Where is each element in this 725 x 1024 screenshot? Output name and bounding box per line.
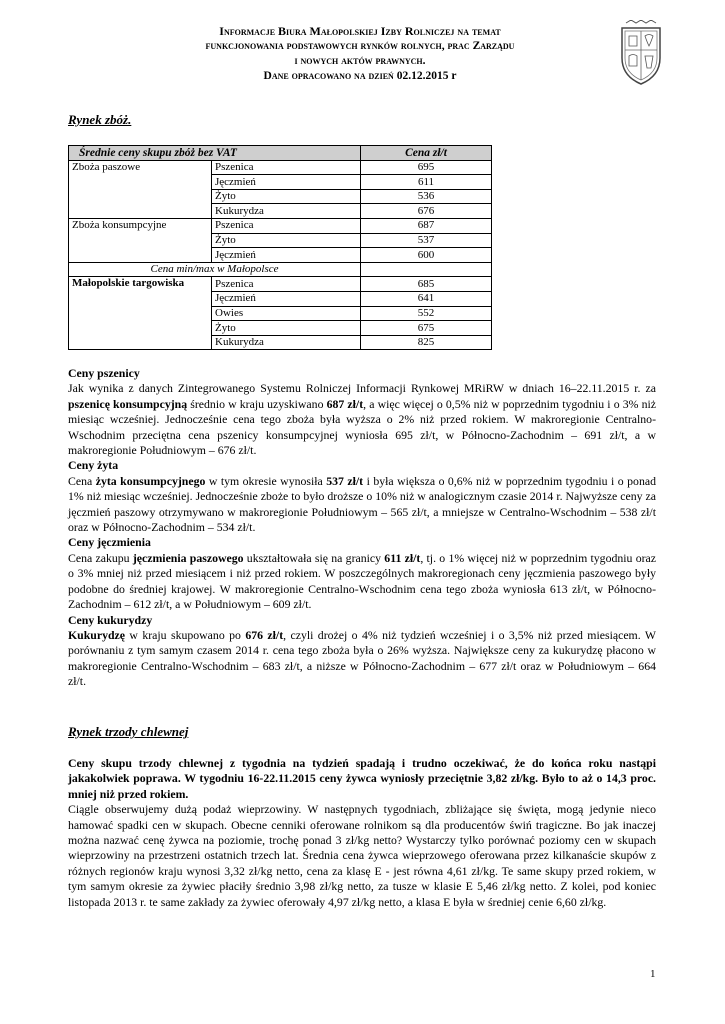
- rye-paragraph: [68, 474, 656, 536]
- header-date-label: Dane opracowano na dzień: [263, 70, 394, 82]
- pig-paragraph: Ciągle obserwujemy dużą podaż wieprzowiny. W następnych tygodniach, zbliżające się święta, mogą jedynie nieco hamować spadki cen w skupach. Obecne cenniki oferowane rolnikom są dla producentów świń tragiczne. Bo jak inaczej można nazwać cenę żywca na poziomie, trochę ponad 3 zł/kg netto? Wystarczy tylko porównać poziomy cen w skupach wieprzowiny na przestrzeni ostatnich trzech lat. Średnia cena żywca wieprzowego oferowana przez kilkanaście skupów z różnych regionów kraju wynosi 3,32 zł/kg netto, cena za klasę E - jest równa 4,61 zł/kg. Te same skupy przed rokiem, w tym samym okresie za żywiec płaciły średnio 3,98 zł/kg netto, za tusze w klasie E 5,46 zł/kg netto. Z kolei, pod koniec listopada 2013 r. te same zakłady za żywiec oferowały 4,97 zł/kg netto, a klasa E była w średniej cenie 6,60 zł/kg.: [68, 802, 656, 909]
- pig-market-commentary: [68, 756, 656, 910]
- grain-cell: Pszenica: [212, 160, 361, 175]
- header-line-1: [100, 24, 620, 39]
- corn-paragraph: [68, 628, 656, 690]
- header-date: 02.12.2015 r: [396, 70, 457, 82]
- bold-run: jęczmienia paszowego: [132, 550, 244, 565]
- grain-cell: Pszenica: [212, 218, 361, 233]
- grain-cell: Owies: [212, 306, 361, 321]
- grain-cell: Jęczmień: [212, 248, 361, 263]
- text-run: , tj. o 1% więcej niż w poprzednim tygodniu oraz o 3% mniej niż przed miesiącem i niż przed rokiem. W poszczególnych makroregionach ceny jęczmienia paszowego były podobne do średniej krajowej. W makroregionie Centralno-Wschodnim cena tego zboża wyniosła 613 zł/t, w Północno-Zachodnim – 612 zł/t, a w Południowym – 609 zł/t.: [68, 550, 657, 612]
- header-line-2-text: funkcjonowania podstawowych rynków rolnych, prac Zarządu: [205, 40, 515, 52]
- section-title-grain: Rynek zbóż.: [68, 112, 132, 127]
- bold-run: żyta konsumpcyjnego: [95, 473, 206, 488]
- header-line-1-text: Informacje Biura Małopolskiej Izby Rolniczej na temat: [219, 24, 501, 38]
- header-line-3: [100, 54, 620, 69]
- bold-run: 676 zł/t: [245, 627, 284, 642]
- grain-cell: Żyto: [212, 189, 361, 204]
- price-cell: 675: [361, 321, 492, 336]
- table-row: [69, 218, 492, 233]
- text-run: Jak wynika z danych Zintegrowanego Systemu Rolniczej Informacji Rynkowej MRiRW w dniach 16–22.11.2015 r. za: [68, 381, 656, 396]
- price-cell: 695: [361, 160, 492, 175]
- grain-commentary: [68, 366, 656, 690]
- text-run: , czyli drożej o 4% niż tydzień wcześniej i o 3,5% niż przed miesiącem. W porównaniu z tym samym czasem 2014 r. cena tego zboża była o 26% wyższa. Największe ceny za kukurydzę płacono w makroregionie Centralno-Wschodnim – 683 zł/t, a niższe w Północno-Zachodnim – 677 zł/t oraz w Południowym – 664 zł/t.: [68, 627, 656, 689]
- text-run: i była większa o 0,6% niż w poprzednim tygodniu i o ponad 1% niż miesiąc wcześniej. Jednocześnie zboże to było droższe o 10% niż w analogicznym czasie 2014 r. Najwyższe ceny za jęczmień paszowy otrzymywano w makroregionie Południowym – 565 zł/t, a mniejsze w Centralno-Wschodnim – 538 zł/t oraz w Północno-Zachodnim – 534 zł/t.: [68, 473, 656, 535]
- grain-cell: Żyto: [212, 233, 361, 248]
- price-cell: 687: [361, 218, 492, 233]
- price-cell: 600: [361, 248, 492, 263]
- wheat-paragraph: [68, 381, 656, 458]
- wheat-heading: Ceny pszenicy: [68, 366, 140, 380]
- text-run: ukształtowała się na granicy: [243, 550, 385, 565]
- table-header-row: [69, 146, 492, 161]
- minmax-label: Cena min/max w Małopolsce: [69, 262, 361, 277]
- grain-cell: Jęczmień: [212, 291, 361, 306]
- rye-heading: Ceny żyta: [68, 458, 119, 473]
- table-row: [69, 277, 492, 292]
- group-label: Małopolskie targowiska: [69, 277, 212, 350]
- price-cell: 676: [361, 204, 492, 219]
- bold-run: pszenicę konsumpcyjną: [68, 396, 188, 411]
- text-run: w tym okresie wynosiła: [205, 473, 327, 488]
- text-run: w kraju skupowano po: [125, 627, 246, 642]
- text-run: średnio w kraju uzyskiwano: [187, 396, 327, 411]
- grain-price-table: [68, 145, 492, 350]
- table-row: [69, 160, 492, 175]
- grain-cell: Jęczmień: [212, 175, 361, 190]
- corn-heading: Ceny kukurydzy: [68, 612, 153, 627]
- header-line-4: [100, 69, 620, 84]
- document-header: [100, 24, 620, 84]
- header-line-3-text: i nowych aktów prawnych.: [294, 55, 426, 67]
- section-title-pigs: Rynek trzody chlewnej: [68, 724, 189, 739]
- bold-run: Kukurydzę: [68, 627, 126, 642]
- price-cell: 641: [361, 291, 492, 306]
- text-run: Cena zakupu: [68, 550, 133, 565]
- bold-run: 611 zł/t: [384, 550, 421, 565]
- grain-cell: Żyto: [212, 321, 361, 336]
- grain-cell: Kukurydza: [212, 335, 361, 350]
- page-number: 1: [650, 968, 656, 980]
- table-header-category: Średnie ceny skupu zbóż bez VAT: [69, 146, 361, 161]
- group-label: Zboża konsumpcyjne: [69, 218, 212, 262]
- bold-run: 537 zł/t: [326, 473, 364, 488]
- price-cell: 825: [361, 335, 492, 350]
- empty-cell: [361, 262, 492, 277]
- text-run: Cena: [68, 473, 96, 488]
- table-header-price: Cena zł/t: [361, 146, 492, 161]
- table-row-minmax: [69, 262, 492, 277]
- price-cell: 537: [361, 233, 492, 248]
- chamber-crest-logo: [616, 20, 666, 88]
- price-cell: 552: [361, 306, 492, 321]
- barley-paragraph: [68, 551, 656, 613]
- pig-lead-paragraph: Ceny skupu trzody chlewnej z tygodnia na tydzień spadają i trudno oczekiwać, że do końca roku nastąpi jakakolwiek poprawa. W tygodniu 16-22.11.2015 ceny żywca wyniosły przeciętnie 3,82 zł/kg. Było to aż o 14,3 proc. mniej niż przed rokiem.: [68, 756, 656, 801]
- header-line-2: [100, 39, 620, 54]
- text-run: , a więc więcej o 0,5% niż w poprzednim tygodniu i o 3% niż miesiąc wcześniej. Jednocześnie cena tego zboża była wyższa o 2% niż przed rokiem. W makroregionie Centralno-Wschodnim przeciętna cena pszenicy konsumpcyjnej wyniosła 695 zł/t, w Północno-Zachodnim – 691 zł/t, a w makroregionie Południowym – 676 zł/t.: [68, 396, 656, 458]
- grain-cell: Pszenica: [212, 277, 361, 292]
- barley-heading: Ceny jęczmienia: [68, 535, 151, 550]
- group-label: Zboża paszowe: [69, 160, 212, 218]
- price-cell: 536: [361, 189, 492, 204]
- grain-cell: Kukurydza: [212, 204, 361, 219]
- price-cell: 611: [361, 175, 492, 190]
- bold-run: 687 zł/t: [326, 396, 364, 411]
- price-cell: 685: [361, 277, 492, 292]
